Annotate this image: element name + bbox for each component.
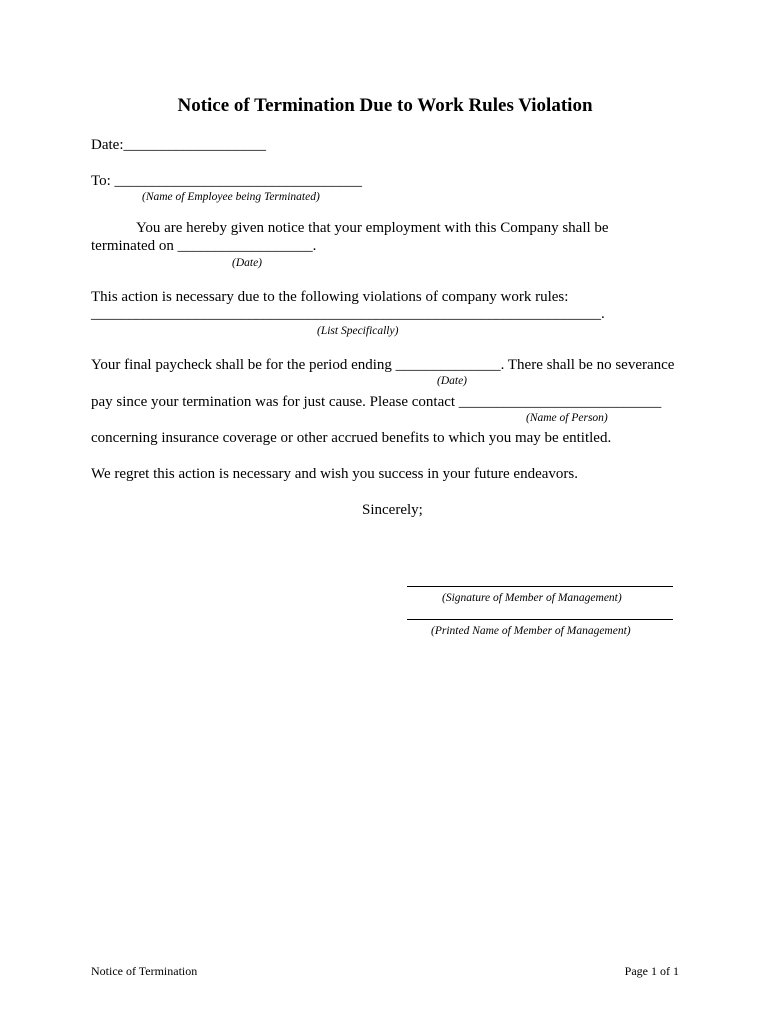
paycheck-paragraph-line-2: pay since your termination was for just cause. Please contact ___________________________: [91, 394, 662, 410]
notice-paragraph-line-1: You are hereby given notice that your employment with this Company shall be: [136, 220, 609, 236]
list-specifically-caption: (List Specifically): [317, 325, 399, 337]
printed-name-caption: (Printed Name of Member of Management): [431, 625, 631, 637]
paycheck-paragraph-line-1: Your final paycheck shall be for the period ending ______________. There shall be no severance: [91, 357, 675, 373]
violations-paragraph-line-1: This action is necessary due to the following violations of company work rules:: [91, 289, 569, 305]
footer-document-name: Notice of Termination: [91, 964, 198, 978]
paycheck-paragraph-line-3: concerning insurance coverage or other accrued benefits to which you may be entitled.: [91, 430, 612, 446]
contact-person-caption: (Name of Person): [526, 412, 608, 424]
signature-line: [407, 586, 673, 587]
date-line: Date:___________________: [91, 137, 266, 153]
violations-blank-line: ____________________________________________________________________.: [91, 306, 605, 322]
notice-paragraph-line-2: terminated on __________________.: [91, 238, 317, 254]
closing-salutation: Sincerely;: [362, 502, 423, 518]
signature-caption: (Signature of Member of Management): [442, 592, 622, 604]
footer-page-number: Page 1 of 1: [624, 964, 679, 978]
termination-date-caption: (Date): [232, 257, 263, 269]
printed-name-line: [407, 619, 673, 620]
employee-name-caption: (Name of Employee being Terminated): [142, 191, 320, 203]
period-end-date-caption: (Date): [437, 375, 468, 387]
regret-paragraph: We regret this action is necessary and wish you success in your future endeavors.: [91, 466, 578, 482]
document-title: Notice of Termination Due to Work Rules Violation: [177, 95, 593, 116]
to-line: To: _________________________________: [91, 173, 363, 189]
